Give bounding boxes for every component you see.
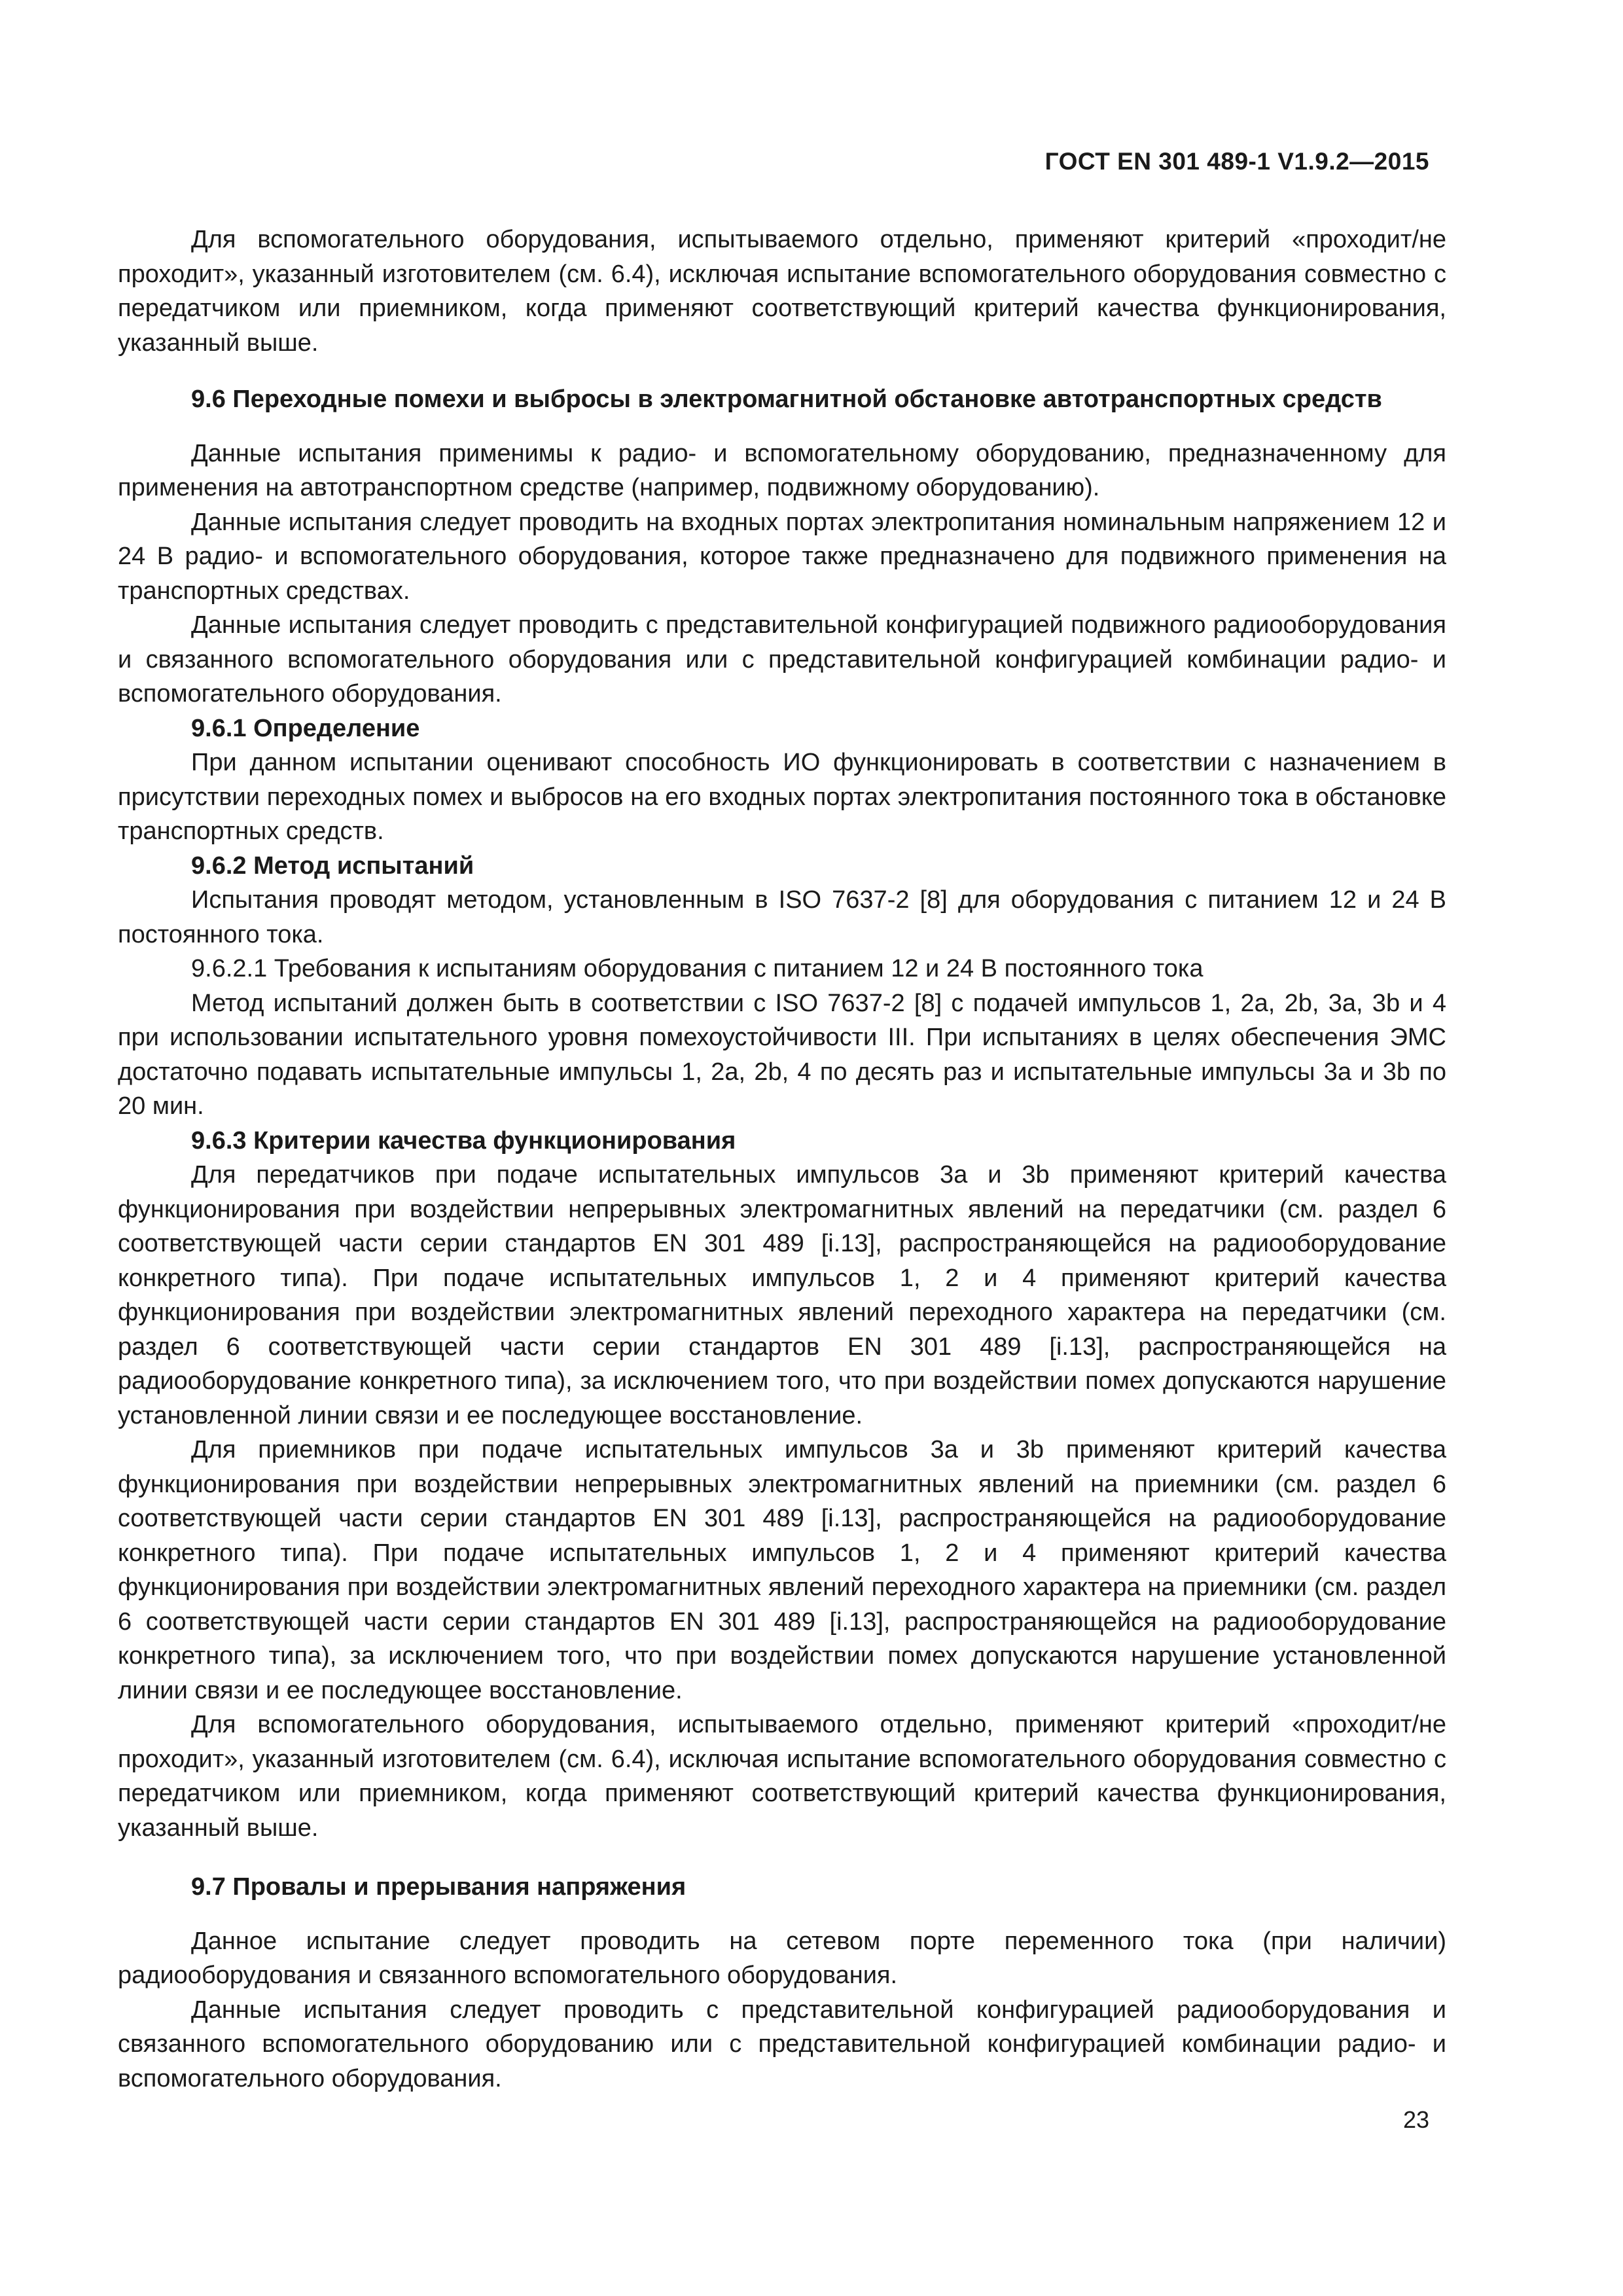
section-9-6-2-title: 9.6.2 Метод испытаний: [191, 852, 474, 880]
section-9-6-1-title: 9.6.1 Определение: [191, 714, 420, 742]
intro-paragraph: Для вспомогательного оборудования, испытываемого отдельно, применяют критерий «проходит/не проходит», указанный изготовителем (см. 6.4), исключая испытание вспомогательного оборудования совместно с передатчиком или приемником, когда применяют соответствующий критерий качества функционирования, указанный выше.: [118, 226, 1446, 357]
section-9-6-paragraph-2: Данные испытания следует проводить на входных портах электропитания номинальным напряжением 12 и 24 В радио- и вспомогательного оборудования, которое также предназначено для подвижного применения на транспортных средствах.: [118, 508, 1446, 605]
section-9-6-2-paragraph-1: Испытания проводят методом, установленным в ISO 7637-2 [8] для оборудования с питанием 12 и 24 В постоянного тока.: [118, 886, 1446, 948]
section-9-6-2-paragraph-2: Метод испытаний должен быть в соответствии с ISO 7637-2 [8] с подачей импульсов 1, 2a, 2b, 3a, 3b и 4 при использовании испытательного уровня помехоустойчивости III. При испытаниях в целях обеспечения ЭМС достаточно подавать испытательные импульсы 1, 2a, 2b, 4 по десять раз и испытательные импульсы 3a и 3b по 20 мин.: [118, 989, 1446, 1120]
section-9-7-paragraph-1: Данное испытание следует проводить на сетевом порте переменного тока (при наличии) радиооборудования и связанного вспомогательного оборудования.: [118, 1927, 1446, 1989]
section-9-6-paragraph-3: Данные испытания следует проводить с представительной конфигурацией подвижного радиооборудования и связанного вспомогательного оборудования или с представительной конфигурацией комбинации радио- и вспомогательного оборудования.: [118, 611, 1446, 708]
section-9-6-3-paragraph-3: Для вспомогательного оборудования, испытываемого отдельно, применяют критерий «проходит/не проходит», указанный изготовителем (см. 6.4), исключая испытание вспомогательного оборудования совместно с передатчиком или приемником, когда применяют соответствующий критерий качества функционирования, указанный выше.: [118, 1711, 1446, 1842]
section-9-6-2-1-paragraph: 9.6.2.1 Требования к испытаниям оборудования с питанием 12 и 24 В постоянного тока: [191, 955, 1204, 982]
section-9-6-3-paragraph-2: Для приемников при подаче испытательных импульсов 3a и 3b применяют критерий качества функционирования при воздействии непрерывных электромагнитных явлений на приемники (см. раздел 6 соответствующей части серии стандартов EN 301 489 [i.13], распространяющейся на радиооборудование конкретного типа). При подаче испытательных импульсов 1, 2 и 4 применяют критерий качества функционирования при воздействии электромагнитных явлений переходного характера на приемники (см. раздел 6 соответствующей части серии стандартов EN 301 489 [i.13], распространяющейся на радиооборудование конкретного типа), за исключением того, что при воздействии помех допускаются нарушение установленной линии связи и ее последующее восстановление.: [118, 1436, 1446, 1704]
document-body: [118, 223, 1446, 2096]
section-9-6-3-title: 9.6.3 Критерии качества функционирования: [191, 1126, 736, 1155]
document-header: ГОСТ EN 301 489-1 V1.9.2—2015: [1044, 148, 1429, 175]
section-9-7-paragraph-2: Данные испытания следует проводить с представительной конфигурацией радиооборудования и связанного вспомогательного оборудованию или с представительной конфигурацией комбинации радио- и вспомогательного оборудования.: [118, 1996, 1446, 2092]
section-9-6-3-paragraph-1: Для передатчиков при подаче испытательных импульсов 3a и 3b применяют критерий качества функционирования при воздействии непрерывных электромагнитных явлений на передатчики (см. раздел 6 соответствующей части серии стандартов EN 301 489 [i.13], распространяющейся на радиооборудование конкретного типа). При подаче испытательных импульсов 1, 2 и 4 применяют критерий качества функционирования при воздействии электромагнитных явлений переходного характера на передатчики (см. раздел 6 соответствующей части серии стандартов EN 301 489 [i.13], распространяющейся на радиооборудование конкретного типа), за исключением того, что при воздействии помех допускаются нарушение установленной линии связи и ее последующее восстановление.: [118, 1161, 1446, 1429]
section-9-6-1-paragraph: При данном испытании оценивают способность ИО функционировать в соответствии с назначением в присутствии переходных помех и выбросов на его входных портах электропитания постоянного тока в обстановке транспортных средств.: [118, 749, 1446, 845]
section-9-7-title: 9.7 Провалы и прерывания напряжения: [191, 1873, 687, 1901]
section-9-6-title: 9.6 Переходные помехи и выбросы в электромагнитной обстановке автотранспортных средств: [191, 386, 1382, 413]
section-9-6-paragraph-1: Данные испытания применимы к радио- и вспомогательному оборудованию, предназначенному для применения на автотранспортном средстве (например, подвижному оборудованию).: [118, 439, 1446, 501]
page-number: 23: [1402, 2106, 1429, 2133]
